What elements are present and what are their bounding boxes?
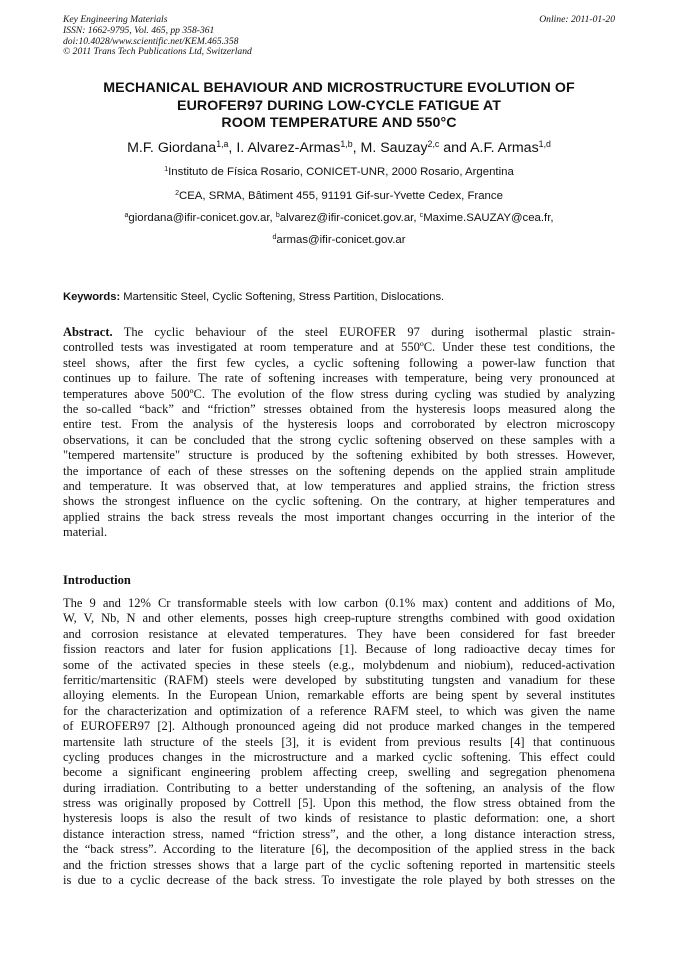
author-name: M.F. Giordana (127, 140, 217, 156)
author-separator: , (352, 140, 361, 156)
journal-header (63, 15, 615, 58)
intro-line: stress was originally proposed by Cottrell [5]. Upon this method, the flow stress obtained from the (63, 796, 615, 811)
keywords-label: Keywords: (63, 291, 121, 303)
intro-line: alloying elements. In the European Union, remarkable efforts are being spent by several institutes (63, 688, 615, 703)
affiliation-sup: 1 (164, 166, 169, 174)
intro-line: distance interaction stress, named “friction stress”, and the other, a long distance interaction stress, (63, 826, 615, 841)
email-sup: b (275, 212, 280, 220)
author-name: M. Sauzay (360, 140, 428, 156)
intro-line: the “back stress”. According to the literature [6], the decomposition of the applied stress in the back (63, 842, 615, 857)
doi-line: doi:10.4028/www.scientific.net/KEM.465.358 (63, 35, 239, 47)
author-separator: , (228, 140, 237, 156)
author-separator: and (439, 140, 471, 156)
intro-line: and the friction stresses shows that a large part of the cyclic softening reported in martensitic steels (63, 857, 615, 872)
abstract-line: entire test. From the analysis of the hysteresis loops and corroborated by electron microscopy (63, 417, 615, 432)
abstract (63, 325, 615, 540)
email-sup: a (124, 212, 129, 220)
email-sup: c (419, 212, 424, 220)
abstract-line: "tempered martensite" structure is produced by the softening exhibited by both stresses. However, (63, 448, 615, 463)
intro-line: become a significant engineering problem affecting creep, swelling and segregation phenomena (63, 765, 615, 780)
issn-line: ISSN: 1662-9795, Vol. 465, pp 358-361 (63, 24, 215, 36)
email-address: giordana@ifir-conicet.gov.ar, (128, 212, 276, 224)
intro-line: some of the activated species in these steels (e.g., molybdenum and niobium), reduced-activation (63, 657, 615, 672)
intro-line: fission reactors and later for fusion applications [1]. Because of long radioactive decay times for (63, 642, 615, 657)
email-address: Maxime.SAUZAY@cea.fr, (423, 212, 554, 224)
intro-line: W, V, Nb, N and other elements, posses high creep-rupture strengths combined with good oxidation (63, 611, 615, 626)
affiliation-text: CEA, SRMA, Bâtiment 455, 91191 Gif-sur-Yvette Cedex, France (178, 190, 503, 202)
intro-line: and corrosion resistance at elevated temperatures. They have been considered for fast breeder (63, 626, 615, 641)
title-line: ROOM TEMPERATURE AND 550°C (221, 115, 457, 132)
author-name: I. Alvarez-Armas (236, 140, 341, 156)
paper-title (40, 80, 638, 133)
abstract-line (63, 325, 615, 340)
author-affil-sup: 2,c (427, 139, 440, 150)
abstract-line: applied strains the back stress reveals the most important changes occurring in the interior of the (63, 509, 615, 524)
affiliation-text: Instituto de Física Rosario, CONICET-UNR, 2000 Rosario, Argentina (168, 166, 514, 178)
intro-line: for the characterization and optimization of a reference RAFM steel, to which was given the name (63, 703, 615, 718)
abstract-line: controlled tests was investigated at room temperature and at 550ºC. Under these test conditions, the (63, 340, 615, 355)
journal-name: Key Engineering Materials (63, 14, 168, 25)
email-address: armas@ifir-conicet.gov.ar (276, 234, 406, 246)
keywords-text: Martensitic Steel, Cyclic Softening, Stress Partition, Dislocations. (120, 291, 445, 303)
intro-line: martensite lath structure of the steels [3], it is evident from previous results [4] that continuous (63, 734, 615, 749)
title-line: EUROFER97 DURING LOW-CYCLE FATIGUE AT (177, 97, 501, 114)
copyright-line: © 2011 Trans Tech Publications Ltd, Switzerland (63, 46, 252, 58)
online-date: Online: 2011-01-20 (539, 14, 615, 25)
abstract-line: continues up to failure. The rate of softening increases with temperature, being very pronounced at (63, 371, 615, 386)
intro-line: cycling produces changes in the microstructure and a marked cyclic softening. This effect could (63, 749, 615, 764)
author-list (40, 139, 638, 157)
author-affil-sup: 1,a (216, 139, 229, 150)
email-sup: d (272, 234, 277, 242)
section-heading-introduction: Introduction (63, 573, 131, 587)
abstract-line: the importance of each of these stresses on the softening depends on the applied strain amplitude (63, 463, 615, 478)
author-affil-sup: 1,b (340, 139, 353, 150)
abstract-line: temperatures above 500ºC. The evolution of the flow stress during cycling was studied by analyzing (63, 386, 615, 401)
abstract-line: shows the strongest influence on the cyclic softening. On the contrary, at higher temperatures and (63, 494, 615, 509)
abstract-line: material. (63, 525, 108, 540)
intro-line: ferritic/martensitic (RAFM) steels were developed by substituting tungsten and vanadium for these (63, 672, 615, 687)
author-affil-sup: 1,d (538, 139, 551, 150)
abstract-line: the so-called “back” and “friction” stresses obtained from the hysteresis loops measured along the (63, 401, 615, 416)
intro-line: is due to a cyclic decrease of the back stress. To investigate the role played by both stresses on the (63, 873, 615, 888)
intro-line: during irradiation. Contributing to a better understanding of the softening, an analysis of the flow (63, 780, 615, 795)
affiliation-2 (40, 189, 638, 203)
intro-line: hysteresis loops is also the result of two kinds of resistance to plastic deformation: one, a short (63, 811, 615, 826)
affiliation-sup: 2 (175, 190, 179, 198)
abstract-line: steel shows, after the first few cycles, a cyclic softening following a power-law function that (63, 355, 615, 370)
abstract-label: Abstract. (63, 325, 113, 339)
affiliation-1 (40, 165, 638, 179)
email-line-2 (40, 233, 638, 247)
email-line-1 (40, 211, 638, 225)
keywords (63, 290, 615, 304)
abstract-line: observations, it can be concluded that the strong cyclic softening observed on these samples with a (63, 432, 615, 447)
intro-line: of EUROFER97 [2]. Although pronounced ageing did not produce marked changes in the tempered (63, 719, 615, 734)
intro-line: The 9 and 12% Cr transformable steels with low carbon (0.1% max) content and additions of Mo, (63, 596, 615, 610)
abstract-line: and temperature. It was observed that, at low temperatures and applied strains, the friction stress (63, 478, 615, 493)
title-line: MECHANICAL BEHAVIOUR AND MICROSTRUCTURE EVOLUTION OF (103, 80, 575, 96)
abstract-text: The cyclic behaviour of the steel EUROFER 97 during isothermal plastic strain- (112, 325, 615, 339)
email-address: alvarez@ifir-conicet.gov.ar, (279, 212, 420, 224)
introduction-body (63, 596, 615, 888)
author-name: A.F. Armas (470, 140, 539, 156)
